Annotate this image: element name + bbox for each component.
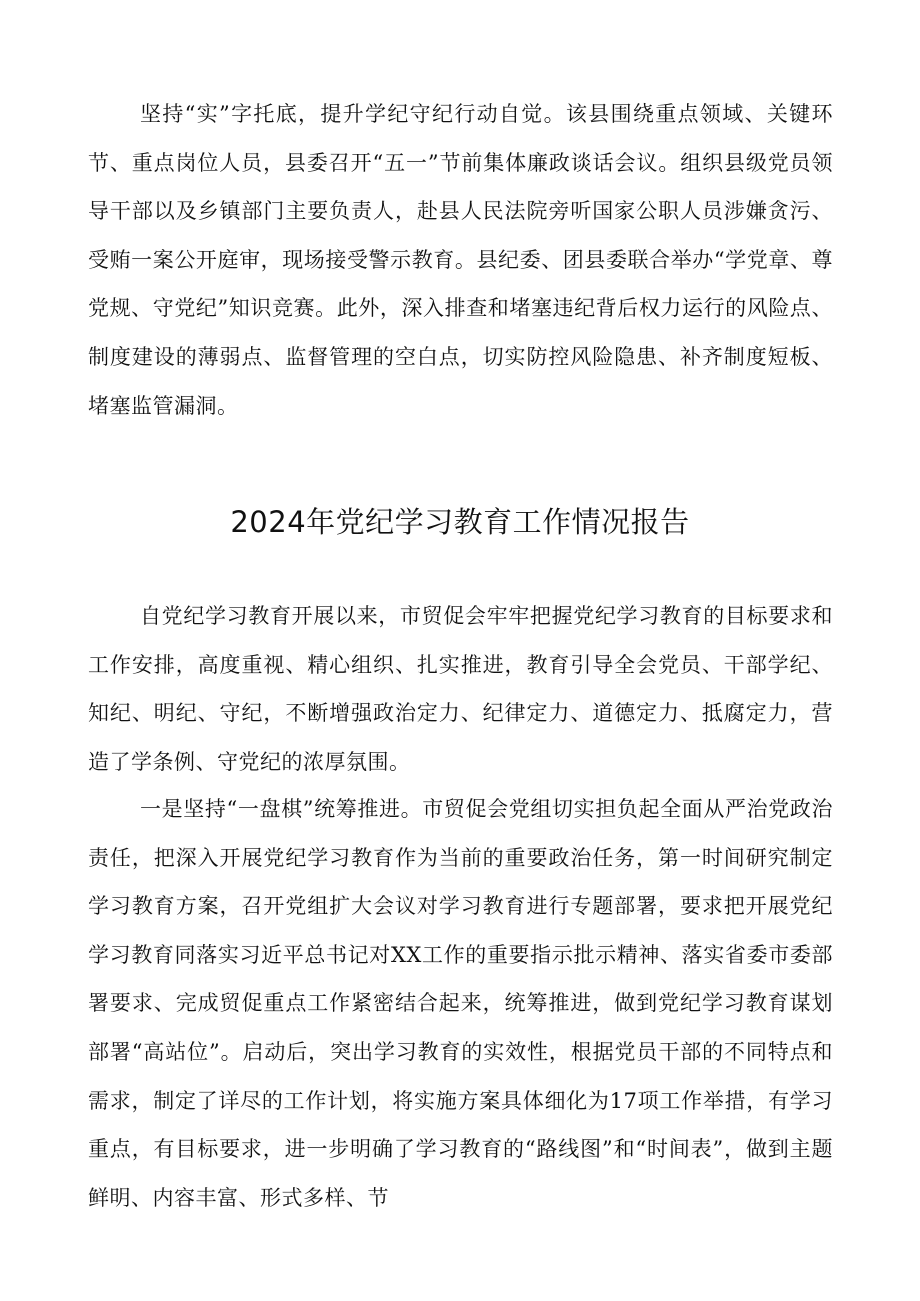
paragraph-county-discipline: 坚持“实”字托底，提升学纪守纪行动自觉。该县围绕重点领域、关键环节、重点岗位人员，县委召开“五一”节前集体廉政谈话会议。组织县级党员领导干部以及乡镇部门主要负责人，赴县人民法院旁听国家公职人员涉嫌贪污、受贿一案公开庭审，现场接受警示教育。县纪委、团县委联合举办“学党章、尊党规、守党纪”知识竞赛。此外，深入排查和堵塞违纪背后权力运行的风险点、制度建设的薄弱点、监督管理的空白点，切实防控风险隐患、补齐制度短板、堵塞监管漏洞。 [88,102,833,418]
report-title: 2024年党纪学习教育工作情况报告 [230,505,690,539]
paragraph-point-one: 一是坚持“一盘棋”统筹推进。市贸促会党组切实担负起全面从严治党政治责任，把深入开展党纪学习教育作为当前的重要政治任务，第一时间研究制定学习教育方案，召开党组扩大会议对学习教育进行专题部署，要求把开展党纪学习教育同落实习近平总书记对XX工作的重要指示批示精神、落实省委市委部署要求、完成贸促重点工作紧密结合起来，统筹推进，做到党纪学习教育谋划部署“高站位”。启动后，突出学习教育的实效性，根据党员干部的不同特点和需求，制定了详尽的工作计划，将实施方案具体细化为17项工作举措，有学习重点，有目标要求，进一步明确了学习教育的“路线图”和“时间表”，做到主题鲜明、内容丰富、形式多样、节 [88,797,833,1210]
paragraph-intro: 自党纪学习教育开展以来，市贸促会牢牢把握党纪学习教育的目标要求和工作安排，高度重视、精心组织、扎实推进，教育引导全会党员、干部学纪、知纪、明纪、守纪，不断增强政治定力、纪律定力、道德定力、抵腐定力，营造了学条例、守党纪的浓厚氛围。 [88,604,833,774]
